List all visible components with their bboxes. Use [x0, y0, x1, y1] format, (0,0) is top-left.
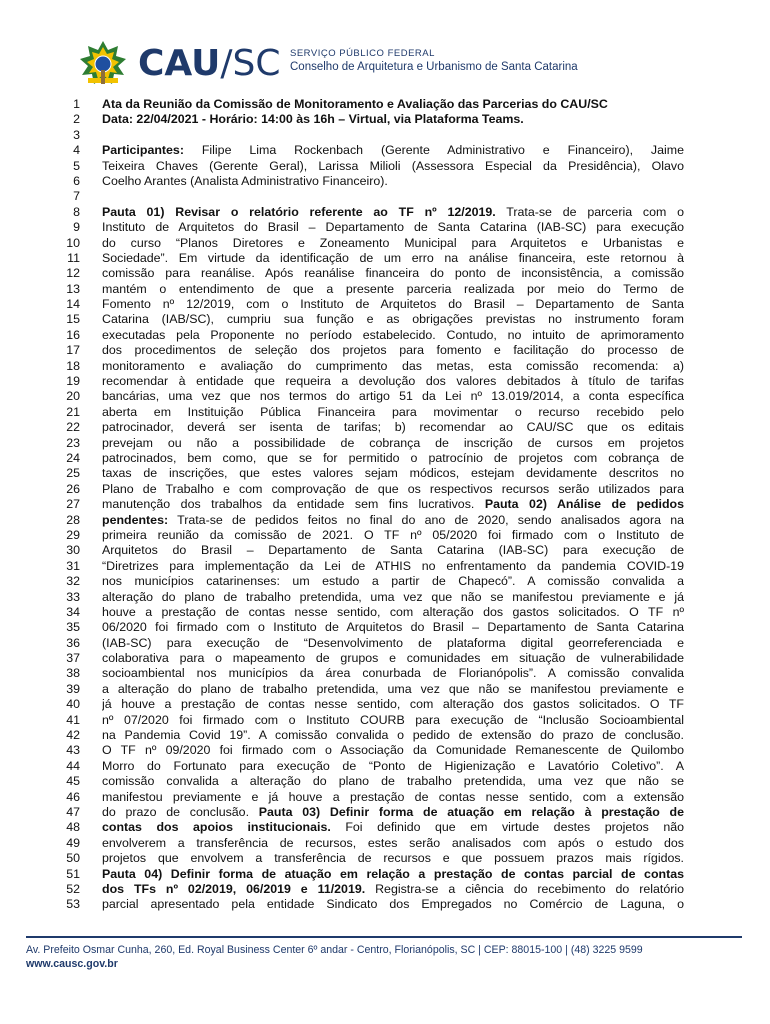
line-number: 48: [66, 820, 80, 835]
line-text: [102, 759, 684, 774]
line-text: [102, 436, 684, 451]
line-text: [102, 805, 684, 820]
text-segment: monitoramento e avaliação do cumprimento das metas, esta comissão recomenda: a): [102, 358, 684, 373]
line-number: 12: [66, 266, 80, 281]
line-number: 15: [66, 312, 80, 327]
line-number: 23: [66, 435, 80, 450]
line-number: 51: [66, 866, 80, 881]
document-line: [54, 128, 684, 143]
document-header: [78, 40, 718, 90]
line-text: [102, 574, 684, 589]
line-number: 35: [66, 620, 80, 635]
text-segment: houve a prestação de contas nesse sentido, com alteração dos gastos solicitados. O TF nº: [102, 604, 684, 619]
text-segment: nº 07/2020 foi firmado com o Instituto COURB para execução de “Inclusão Socioambiental: [102, 712, 684, 727]
line-number: 49: [66, 835, 80, 850]
text-segment: O TF nº 09/2020 foi firmado com o Associação da Comunidade Remanescente de Quilombo: [102, 743, 684, 758]
line-text: [102, 682, 684, 697]
line-text: [102, 605, 684, 620]
document-line: [54, 805, 684, 820]
line-text: [102, 143, 684, 158]
document-line: [54, 666, 684, 681]
line-number: 36: [66, 635, 80, 650]
text-segment: nos municípios catarinenses: um estudo a partir de Chapecó”. A comissão convalida a: [102, 574, 684, 589]
document-line: [54, 759, 684, 774]
line-number: 26: [66, 481, 80, 496]
document-line: [54, 590, 684, 605]
line-number: 24: [66, 450, 80, 465]
line-text: [102, 851, 684, 866]
document-line: [54, 312, 684, 327]
text-segment: aberta em Instituição Pública Financeira para movimentar o recurso recebido pelo: [102, 404, 684, 419]
document-line: [54, 543, 684, 558]
line-text: [102, 666, 684, 681]
text-segment: comissão para reanálise. Após reanálise financeira do ponto de inconsistência, a comissão: [102, 266, 684, 281]
line-text: [102, 897, 684, 912]
document-line: [54, 282, 684, 297]
document-line: [54, 820, 684, 835]
text-segment: envolverem a transferência de recursos, estes serão analisados com após o estudo dos: [102, 835, 684, 850]
line-number: 43: [66, 743, 80, 758]
line-number: 10: [66, 235, 80, 250]
text-segment: colaborativa para o mapeamento de grupos e comunidades em situação de vulnerabilidade: [102, 651, 684, 666]
bold-text-segment: pendentes:: [102, 512, 169, 527]
document-line: [54, 220, 684, 235]
line-text: [102, 312, 684, 327]
document-line: [54, 389, 684, 404]
document-line: [54, 728, 684, 743]
document-line: [54, 143, 684, 158]
line-text: [102, 220, 684, 235]
line-number: 47: [66, 804, 80, 819]
text-segment: Arquitetos do Brasil – Departamento de Santa Catarina (IAB-SC) para execução de: [102, 543, 684, 558]
line-text: [102, 620, 684, 635]
bold-text-segment: Pauta 03) Definir forma de atuação em relação à prestação de: [258, 804, 684, 819]
line-number: 14: [66, 297, 80, 312]
line-text: [102, 405, 684, 420]
document-line: [54, 497, 684, 512]
text-segment: (IAB-SC) para execução de “Desenvolvimento de plataforma digital georreferenciada e: [102, 635, 684, 650]
line-number: 16: [66, 327, 80, 342]
text-segment: patrocinador, deverá ser isenta de tarifas; b) recomendar ao CAU/SC que os editais: [102, 420, 684, 435]
line-number: 7: [73, 189, 80, 204]
document-line: [54, 559, 684, 574]
text-segment: manifestou previamente e já houve a prestação de contas nesse sentido, com a extensão: [102, 789, 684, 804]
line-number: 13: [66, 281, 80, 296]
line-text: [102, 513, 684, 528]
line-number: 18: [66, 358, 80, 373]
bold-text-segment: Pauta 04) Definir forma de atuação em relação a prestação de contas parcial de contas: [102, 866, 684, 881]
line-number: 32: [66, 574, 80, 589]
text-segment: do curso “Planos Diretores e Zoneamento Municipal para Arquitetos e Urbanistas e: [102, 235, 684, 250]
line-text: [102, 743, 684, 758]
document-line: [54, 636, 684, 651]
line-text: [102, 543, 684, 558]
text-segment: parcial apresentado pela entidade Sindicato dos Empregados no Comércio de Laguna, o: [102, 897, 684, 912]
text-segment: Plano de Trabalho e com comprovação de que os respectivos recursos serão utilizados para: [102, 481, 684, 496]
line-number: 34: [66, 604, 80, 619]
document-line: [54, 205, 684, 220]
line-number: 45: [66, 774, 80, 789]
text-segment: bancárias, uma vez que nos termos do artigo 51 da Lei nº 13.019/2014, a conta específica: [102, 389, 684, 404]
line-text: [102, 482, 684, 497]
line-text: [102, 128, 684, 143]
line-text: [102, 389, 684, 404]
line-number: 37: [66, 651, 80, 666]
document-line: [54, 189, 684, 204]
line-number: 28: [66, 512, 80, 527]
document-line: [54, 328, 684, 343]
text-segment: taxas de inscrições, que estes valores sejam módicos, estejam devidamente descritos no: [102, 466, 684, 481]
line-text: [102, 282, 684, 297]
line-text: [102, 728, 684, 743]
line-number: 46: [66, 789, 80, 804]
line-number: 8: [73, 204, 80, 219]
document-line: [54, 251, 684, 266]
text-segment: Foi definido que em virtude destes projetos não: [330, 820, 684, 835]
line-number: 44: [66, 758, 80, 773]
line-number: 30: [66, 543, 80, 558]
line-text: [102, 328, 684, 343]
org-council-name: Conselho de Arquitetura e Urbanismo de Santa Catarina: [290, 61, 578, 73]
text-segment: Morro do Fortunato para execução de “Ponto de Higienização e Lavatório Coletivo”. A: [102, 758, 684, 773]
line-text: [102, 420, 684, 435]
line-number: 50: [66, 851, 80, 866]
cau-sc-logo: CAU/SC: [138, 43, 281, 84]
line-text: [102, 636, 684, 651]
line-text: [102, 559, 684, 574]
text-segment: Catarina (IAB/SC), cumpriu sua função e as obrigações previstas no instrumento foram: [102, 312, 684, 327]
text-segment: já houve a prestação de contas nesse sentido, com alteração dos gastos solicitados. O TF: [102, 697, 684, 712]
line-number: 42: [66, 728, 80, 743]
line-number: 19: [66, 374, 80, 389]
footer-address: Av. Prefeito Osmar Cunha, 260, Ed. Royal Business Center 6º andar - Centro, Florianópolis, SC | CEP: 88015-100 | (48) 3225 9599: [26, 944, 643, 956]
document-line: [54, 774, 684, 789]
document-line: [54, 359, 684, 374]
org-service-label: SERVIÇO PÚBLICO FEDERAL: [290, 48, 435, 59]
document-line: [54, 466, 684, 481]
bold-text-segment: Pauta 01) Revisar o relatório referente ao TF nº 12/2019.: [102, 204, 496, 219]
text-segment: primeira reunião da comissão de 2021. O TF nº 05/2020 foi firmado com o Instituto de: [102, 527, 684, 542]
text-segment: 06/2020 foi firmado com o Instituto de Arquitetos do Brasil – Departamento de Santa Catarina: [102, 620, 684, 635]
document-line: [54, 112, 684, 127]
document-line: [54, 605, 684, 620]
footer-website-link[interactable]: www.causc.gov.br: [26, 958, 118, 970]
line-text: [102, 466, 684, 481]
line-number: 1: [73, 97, 80, 111]
line-text: [102, 112, 684, 127]
document-line: [54, 882, 684, 897]
line-number: 40: [66, 697, 80, 712]
document-line: [54, 405, 684, 420]
text-segment: manutenção dos trabalhos da entidade sem fins lucrativos.: [102, 497, 485, 512]
line-number: 9: [73, 220, 80, 235]
bold-text-segment: dos TFs nº 02/2019, 06/2019 e 11/2019.: [102, 881, 366, 896]
document-line: [54, 851, 684, 866]
line-text: [102, 266, 684, 281]
text-segment: prevejam ou não a possibilidade de cobrança de inscrição de cursos em projetos: [102, 435, 684, 450]
line-text: [102, 189, 684, 204]
line-number: 17: [66, 343, 80, 358]
line-text: [102, 497, 684, 512]
line-text: [102, 374, 684, 389]
document-line: [54, 374, 684, 389]
bold-text-segment: Participantes:: [102, 143, 202, 158]
document-line: [54, 436, 684, 451]
document-line: [54, 266, 684, 281]
line-number: 29: [66, 527, 80, 542]
line-text: [102, 97, 684, 112]
document-line: [54, 697, 684, 712]
text-segment: Instituto de Arquitetos do Brasil – Departamento de Santa Catarina (IAB-SC) para execução: [102, 220, 684, 235]
text-segment: mantém o entendimento de que a presente parceria realizada por meio do Termo de: [102, 281, 684, 296]
organization-name: [290, 48, 590, 74]
document-line: [54, 343, 684, 358]
line-text: [102, 820, 684, 835]
line-text: [102, 205, 684, 220]
line-text: [102, 713, 684, 728]
line-number: 39: [66, 681, 80, 696]
bold-text-segment: Pauta 02) Análise de pedidos: [484, 497, 684, 512]
line-text: [102, 236, 684, 251]
line-text: [102, 359, 684, 374]
line-text: [102, 790, 684, 805]
line-number: 6: [73, 173, 80, 188]
line-number: 5: [73, 158, 80, 173]
text-segment: Teixeira Chaves (Gerente Geral), Larissa Milioli (Assessora Especial da Presidência), Olavo: [102, 158, 684, 173]
line-text: [102, 697, 684, 712]
text-segment: a alteração do plano de trabalho pretendida, uma vez que não se manifestou previamente e: [102, 681, 684, 696]
line-text: [102, 590, 684, 605]
text-segment: Registra-se a ciência do recebimento do relatório: [365, 881, 684, 896]
document-line: [54, 482, 684, 497]
line-number: 27: [66, 497, 80, 512]
text-segment: Filipe Lima Rockenbach (Gerente Administrativo e Financeiro), Jaime: [201, 143, 684, 158]
document-line: [54, 297, 684, 312]
bold-text-segment: contas dos apoios institucionais.: [102, 820, 331, 835]
document-line: [54, 420, 684, 435]
line-number: 22: [66, 420, 80, 435]
bold-text-segment: Data: 22/04/2021 - Horário: 14:00 às 16h – Virtual, via Plataforma Teams.: [102, 112, 524, 127]
brazil-coat-of-arms-icon: [78, 40, 128, 90]
text-segment: projetos que envolvem a transferência de recursos e que possuem prazos mais rígidos.: [102, 851, 684, 866]
document-line: [54, 897, 684, 912]
line-number: 20: [66, 389, 80, 404]
document-line: [54, 528, 684, 543]
line-number: 38: [66, 666, 80, 681]
document-line: [54, 713, 684, 728]
text-segment: dos procedimentos de seleção dos projetos para fomento e facilitação do processo de: [102, 343, 684, 358]
document-line: [54, 174, 684, 189]
text-segment: do prazo de conclusão.: [102, 804, 259, 819]
line-number: 4: [73, 143, 80, 158]
text-segment: alteração do plano de trabalho pretendida, uma vez que não se manifestou previamente e já: [102, 589, 684, 604]
meeting-minutes-body: [54, 97, 684, 913]
line-text: [102, 774, 684, 789]
text-segment: Trata-se de pedidos feitos no final do ano de 2020, sendo analisados agora na: [168, 512, 684, 527]
line-text: [102, 528, 684, 543]
line-text: [102, 343, 684, 358]
text-segment: comissão convalida a alteração do plano de trabalho pretendida, uma vez que não se: [102, 774, 684, 789]
line-number: 11: [67, 250, 80, 265]
line-number: 41: [66, 712, 80, 727]
line-text: [102, 174, 684, 189]
document-line: [54, 159, 684, 174]
line-text: [102, 867, 684, 882]
bold-text-segment: Ata da Reunião da Comissão de Monitoramento e Avaliação das Parcerias do CAU/SC: [102, 97, 608, 111]
line-text: [102, 836, 684, 851]
line-number: 21: [66, 404, 80, 419]
text-segment: socioambiental nos municípios da área conurbada de Florianópolis”. A comissão convalida: [102, 666, 684, 681]
text-segment: Sociedade”. Em virtude da identificação de um erro na análise financeira, este retornou à: [102, 250, 684, 265]
document-line: [54, 682, 684, 697]
line-number: 53: [66, 897, 80, 912]
document-line: [54, 790, 684, 805]
line-number: 3: [73, 127, 80, 142]
line-text: [102, 882, 684, 897]
line-text: [102, 651, 684, 666]
line-text: [102, 451, 684, 466]
document-line: [54, 867, 684, 882]
document-line: [54, 743, 684, 758]
text-segment: patrocinados, bem como, que se for permitido o patrocínio de projetos com cobrança de: [102, 450, 684, 465]
document-line: [54, 620, 684, 635]
line-number: 33: [66, 589, 80, 604]
document-line: [54, 651, 684, 666]
text-segment: Coelho Arantes (Analista Administrativo Financeiro).: [102, 173, 388, 188]
document-line: [54, 236, 684, 251]
line-number: 25: [66, 466, 80, 481]
line-number: 2: [73, 112, 80, 127]
document-line: [54, 836, 684, 851]
text-segment: recomendar à entidade que requeira a devolução dos valores debitados à título de tarifas: [102, 374, 684, 389]
line-text: [102, 251, 684, 266]
line-text: [102, 159, 684, 174]
document-line: [54, 97, 684, 112]
text-segment: Trata-se de parceria com o: [495, 204, 684, 219]
footer-divider: [26, 936, 742, 938]
document-line: [54, 574, 684, 589]
line-number: 52: [66, 881, 80, 896]
text-segment: na Pandemia Covid 19”. A comissão convalida o pedido de extensão do prazo de conclusão.: [102, 728, 684, 743]
text-segment: executadas pela Proponente no período estabelecido. Contudo, no intuito de aprimoramento: [102, 327, 684, 342]
text-segment: Fomento nº 12/2019, com o Instituto de Arquitetos do Brasil – Departamento de Santa: [102, 297, 684, 312]
document-line: [54, 451, 684, 466]
line-number: 31: [66, 558, 80, 573]
document-line: [54, 513, 684, 528]
text-segment: “Diretrizes para implementação da Lei de ATHIS no enfrentamento da pandemia COVID-19: [102, 558, 684, 573]
line-text: [102, 297, 684, 312]
